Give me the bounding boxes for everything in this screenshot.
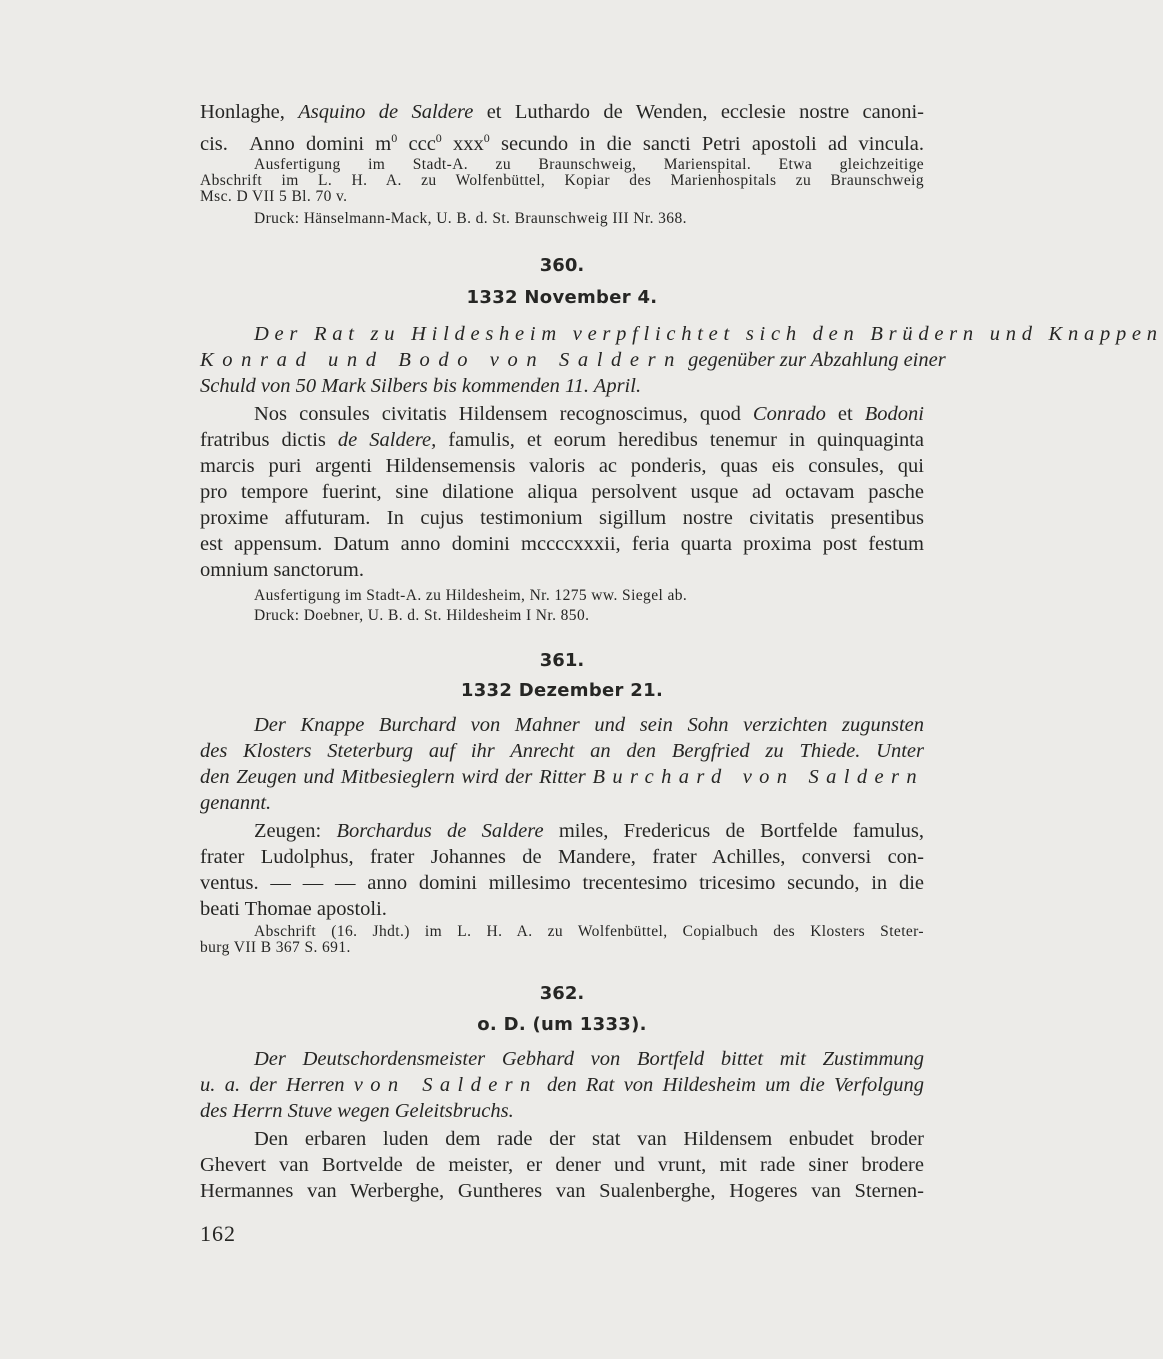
body-text-line: frater Ludolphus, frater Johannes de Mandere, frater Achilles, conversi con- bbox=[200, 846, 924, 868]
entry-date: 1332 November 4. bbox=[466, 287, 658, 308]
note-line: Msc. D VII 5 Bl. 70 v. bbox=[200, 188, 348, 205]
body-text-line bbox=[200, 99, 924, 125]
body-text-line: est appensum. Datum anno domini mccccxxxii, feria quarta proxima post festum bbox=[200, 533, 924, 555]
text-run: gegenüber zur Abzahlung einer bbox=[683, 349, 946, 371]
text-run: Asquino de Saldere bbox=[298, 101, 474, 123]
body-text-line: Den erbaren luden dem rade der stat van Hildensem enbudet broder bbox=[254, 1128, 924, 1150]
text-run: et Luthardo de Wenden, ecclesie nostre canoni- bbox=[473, 101, 924, 123]
summary-line: Der Deutschordensmeister Gebhard von Bortfeld bittet mit Zustimmung bbox=[254, 1048, 924, 1070]
note-line: Abschrift im L. H. A. zu Wolfenbüttel, Kopiar des Marienhospitals zu Braunschweig bbox=[200, 172, 924, 189]
summary-line: Schuld von 50 Mark Silbers bis kommenden 11. April. bbox=[200, 375, 642, 397]
text-run: den Rat von Hildesheim um die Verfolgung bbox=[537, 1074, 924, 1096]
summary-line bbox=[254, 321, 1163, 347]
text-run: miles, Fredericus de Bortfelde famulus, bbox=[543, 820, 924, 842]
text-run: u. a. der Herren bbox=[200, 1074, 354, 1096]
text-run: Nos consules civitatis Hildensem recognoscimus, quod bbox=[254, 403, 753, 425]
body-text-line bbox=[200, 427, 924, 453]
note-line: burg VII B 367 S. 691. bbox=[200, 939, 351, 956]
note-line: Ausfertigung im Stadt-A. zu Hildesheim, Nr. 1275 ww. Siegel ab. bbox=[254, 587, 688, 604]
body-text-line: omnium sanctorum. bbox=[200, 559, 364, 581]
text-run: Bodoni bbox=[864, 403, 924, 425]
body-text-line bbox=[200, 125, 924, 157]
body-text-line: Ghevert van Bortvelde de meister, er dener und vrunt, mit rade siner brodere bbox=[200, 1154, 924, 1176]
body-text-line: beati Thomae apostoli. bbox=[200, 898, 387, 920]
body-text-line: ventus. — — — anno domini millesimo trecentesimo tricesimo secundo, in die bbox=[200, 872, 924, 894]
summary-line: Der Knappe Burchard von Mahner und sein Sohn verzichten zugunsten bbox=[254, 714, 924, 736]
body-text-line bbox=[254, 401, 924, 427]
body-text-line: Hermannes van Werberghe, Guntheres van Sualenberghe, Hogeres van Sternen- bbox=[200, 1180, 924, 1202]
summary-line: genannt. bbox=[200, 792, 272, 814]
summary-line bbox=[200, 347, 946, 373]
body-text-line: proxime affuturam. In cujus testimonium sigillum nostre civitatis presentibus bbox=[200, 507, 924, 529]
note-line: Druck: Hänselmann-Mack, U. B. d. St. Braunschweig III Nr. 368. bbox=[254, 210, 687, 227]
body-text-line: marcis puri argenti Hildensemensis valoris ac ponderis, quas eis consules, qui bbox=[200, 455, 924, 477]
page-number: 162 bbox=[200, 1221, 236, 1246]
text-run: von Saldern bbox=[353, 1074, 538, 1096]
text-run: Der Rat zu Hildesheim verpflichtet sich den Brüdern und Knappen bbox=[254, 323, 1163, 345]
summary-line: des Herrn Stuve wegen Geleitsbruchs. bbox=[200, 1100, 514, 1122]
entry-number: 362. bbox=[539, 983, 585, 1004]
text-run: Conrado bbox=[752, 403, 826, 425]
text-run: Honlaghe, bbox=[200, 101, 299, 123]
summary-line bbox=[200, 764, 924, 790]
entry-date: o. D. (um 1333). bbox=[477, 1014, 647, 1035]
note-line: Ausfertigung im Stadt-A. zu Braunschweig, Marienspital. Etwa gleichzeitige bbox=[254, 156, 924, 173]
entry-number: 361. bbox=[539, 650, 585, 671]
text-run: de Saldere, bbox=[337, 429, 437, 451]
text-run: et bbox=[825, 403, 865, 425]
entry-number: 360. bbox=[539, 255, 585, 276]
text-run: den Zeugen und Mitbesieglern wird der Ritter bbox=[200, 766, 593, 788]
text-run: Borchardus de Saldere bbox=[336, 820, 544, 842]
text-run: Burchard von Saldern bbox=[592, 766, 924, 788]
text-run: Konrad und Bodo von Saldern bbox=[200, 349, 684, 371]
entry-date: 1332 Dezember 21. bbox=[460, 680, 664, 701]
note-line: Druck: Doebner, U. B. d. St. Hildesheim I Nr. 850. bbox=[254, 607, 590, 624]
summary-line bbox=[200, 1072, 924, 1098]
body-text-line bbox=[254, 818, 924, 844]
text-run: fratribus dictis bbox=[200, 429, 338, 451]
text-run: cis. Anno domini $m^0$ ccc$^0$ xxx$^0$ secundo in die sancti Petri apostoli ad vincula. bbox=[200, 131, 925, 155]
text-run: Zeugen: bbox=[254, 820, 337, 842]
body-text-line: pro tempore fuerint, sine dilatione aliqua persolvent usque ad octavam pasche bbox=[200, 481, 924, 503]
text-run: famulis, et eorum heredibus tenemur in quinquaginta bbox=[436, 429, 924, 451]
summary-line: des Klosters Steterburg auf ihr Anrecht an den Bergfried zu Thiede. Unter bbox=[200, 740, 924, 762]
note-line: Abschrift (16. Jhdt.) im L. H. A. zu Wolfenbüttel, Copialbuch des Klosters Steter- bbox=[254, 923, 924, 940]
